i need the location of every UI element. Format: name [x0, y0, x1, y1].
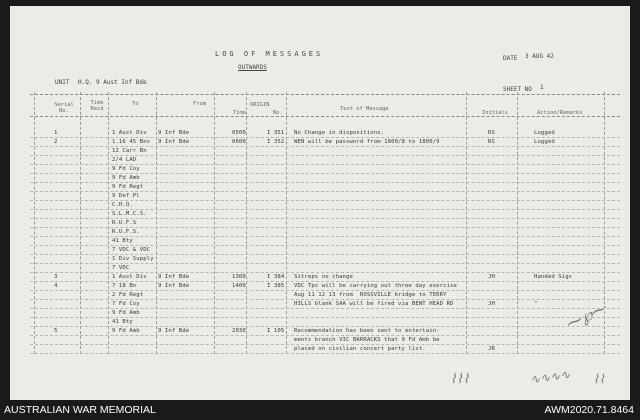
cell-to: 12 Carr Bn: [112, 148, 147, 154]
column-divider: [156, 92, 157, 354]
handwritten-signature: ⁓℘⁓: [563, 297, 611, 334]
row-rule: [30, 191, 620, 192]
row-rule: [30, 326, 620, 327]
cell-from: 9 Inf Bde: [158, 274, 190, 280]
row-rule: [30, 236, 620, 237]
log-title: LOG OF MESSAGES: [215, 50, 324, 58]
cell-text: HILLS blank SAA will be fired via BENT HEAD RD: [294, 301, 454, 307]
cell-to: R.U.F.S: [112, 220, 137, 226]
col-text: Text of Message: [340, 106, 389, 112]
row-rule: [30, 227, 620, 228]
date-value: 3 AUG 42: [525, 53, 554, 60]
cell-time: 2030: [232, 328, 246, 334]
row-rule: [30, 308, 620, 309]
cell-from: 9 Inf Bde: [158, 328, 190, 334]
cell-serial: 4: [54, 283, 58, 289]
col-origin: ORIGIN: [250, 102, 270, 108]
cell-text: No Change in dispositions.: [294, 130, 385, 136]
column-divider: [108, 92, 109, 354]
outwards-label: OUTWARDS: [238, 64, 267, 71]
row-rule: [30, 182, 620, 183]
cell-no: I 352: [267, 139, 285, 145]
col-initials: Initials: [482, 110, 508, 116]
cell-initials: JH: [488, 301, 495, 307]
cell-to: 9 Def Pl: [112, 193, 140, 199]
cell-text: WEN will be password from 1800/8 to 1800/9: [294, 139, 440, 145]
column-divider: [214, 92, 215, 354]
header-rule: [30, 94, 620, 95]
cell-action: ": [534, 301, 538, 307]
handwritten-signature: ∿∿∿∿: [529, 367, 571, 387]
footer-catalogue-number: AWM2020.71.8464: [544, 404, 634, 416]
cell-no: I 384: [267, 274, 285, 280]
row-rule: [30, 164, 620, 165]
document-page: [10, 6, 630, 400]
col-serial: Serial No.: [54, 102, 74, 114]
row-rule: [30, 146, 620, 147]
col-action: Action/Remarks: [537, 110, 583, 116]
cell-to: C.H.Q.: [112, 202, 133, 208]
row-rule: [30, 353, 620, 354]
cell-action: Logged: [534, 130, 555, 136]
cell-initials: RS: [488, 139, 495, 145]
col-from: From: [193, 101, 206, 107]
cell-to: 41 Bty: [112, 319, 133, 325]
cell-time: 1400: [232, 283, 246, 289]
cell-to: 7 Fd Coy: [112, 301, 140, 307]
cell-text: ments branch VIC BARRACKS that 9 Fd Amb be: [294, 337, 440, 343]
row-rule: [30, 137, 620, 138]
cell-to: R.U.F.S.: [112, 229, 140, 235]
cell-to: 7 VDC & VDC: [112, 247, 151, 253]
header-rule: [30, 116, 620, 117]
cell-no: I 351: [267, 130, 285, 136]
cell-to: 9 Fd Amb: [112, 175, 140, 181]
cell-to: 2 Fd Regt: [112, 292, 144, 298]
cell-to: 1 Aust Div: [112, 130, 147, 136]
column-divider: [80, 92, 81, 354]
column-divider: [466, 92, 467, 354]
row-rule: [30, 281, 620, 282]
cell-to: 1.16 45 Bns: [112, 139, 151, 145]
cell-time: 0600: [232, 139, 246, 145]
cell-to: 1 Aust Div: [112, 274, 147, 280]
cell-text: placed on civilian concert party list.: [294, 346, 426, 352]
cell-to: 9 Fd Amb: [112, 310, 140, 316]
col-to: To: [132, 101, 139, 107]
cell-serial: 2: [54, 139, 58, 145]
col-origin-time: Time: [233, 110, 246, 116]
column-divider: [286, 92, 287, 354]
cell-text: Sitreps no change: [294, 274, 353, 280]
cell-to: 7 VDC: [112, 265, 130, 271]
cell-action: Handed Sigs: [534, 274, 573, 280]
cell-to: 9 Fd Regt: [112, 184, 144, 190]
handwritten-signature: ⌇⌇: [593, 372, 605, 386]
handwritten-signature: ⌇⌇⌇: [450, 372, 470, 387]
cell-to: 7 18 Bn: [112, 283, 137, 289]
row-rule: [30, 200, 620, 201]
footer-institution: AUSTRALIAN WAR MEMORIAL: [4, 404, 156, 416]
date-label: DATE: [503, 55, 518, 62]
unit-value: H.Q. 9 Aust Inf Bde: [78, 79, 147, 86]
cell-to: 41 Bty: [112, 238, 133, 244]
cell-initials: RS: [488, 130, 495, 136]
sheet-label: SHEET NO: [503, 86, 532, 93]
row-rule: [30, 299, 620, 300]
cell-to: 9 Fd Coy: [112, 166, 140, 172]
cell-time: 0500: [232, 130, 246, 136]
cell-initials: JH: [488, 274, 495, 280]
row-rule: [30, 209, 620, 210]
cell-action: Logged: [534, 139, 555, 145]
cell-serial: 3: [54, 274, 58, 280]
row-rule: [30, 218, 620, 219]
cell-to: S.L.M.C.S.: [112, 211, 147, 217]
row-rule: [30, 254, 620, 255]
cell-serial: 1: [54, 130, 58, 136]
row-rule: [30, 263, 620, 264]
cell-initials: JR: [488, 346, 495, 352]
cell-from: 9 Inf Bde: [158, 130, 190, 136]
row-rule: [30, 290, 620, 291]
row-rule: [30, 272, 620, 273]
cell-text: Aug 11 12 13 from ROSSVILLE bridge to TERRY: [294, 292, 447, 298]
cell-text: VDC Tps will be carrying out three day exercise: [294, 283, 457, 289]
cell-from: 9 Inf Bde: [158, 283, 190, 289]
row-rule: [30, 173, 620, 174]
column-divider: [517, 92, 518, 354]
row-rule: [30, 335, 620, 336]
cell-to: 2/4 LAD: [112, 157, 137, 163]
archive-footer: [0, 400, 640, 420]
cell-to: 1 Div Supply: [112, 256, 154, 262]
cell-serial: 5: [54, 328, 58, 334]
cell-text: Recommendation has been sent to entertain-: [294, 328, 440, 334]
cell-to: 9 Fd Amb: [112, 328, 140, 334]
sheet-value: 1: [540, 84, 544, 91]
row-rule: [30, 317, 620, 318]
cell-from: 9 Inf Bde: [158, 139, 190, 145]
column-divider: [246, 92, 247, 354]
cell-time: 1300: [232, 274, 246, 280]
cell-no: I 105: [267, 328, 285, 334]
unit-label: UNIT: [55, 79, 70, 86]
col-time-rec: Time Recd: [90, 100, 104, 112]
row-rule: [30, 155, 620, 156]
col-origin-no: No.: [273, 110, 283, 116]
column-divider: [34, 92, 35, 354]
row-rule: [30, 344, 620, 345]
row-rule: [30, 245, 620, 246]
cell-no: I 385: [267, 283, 285, 289]
